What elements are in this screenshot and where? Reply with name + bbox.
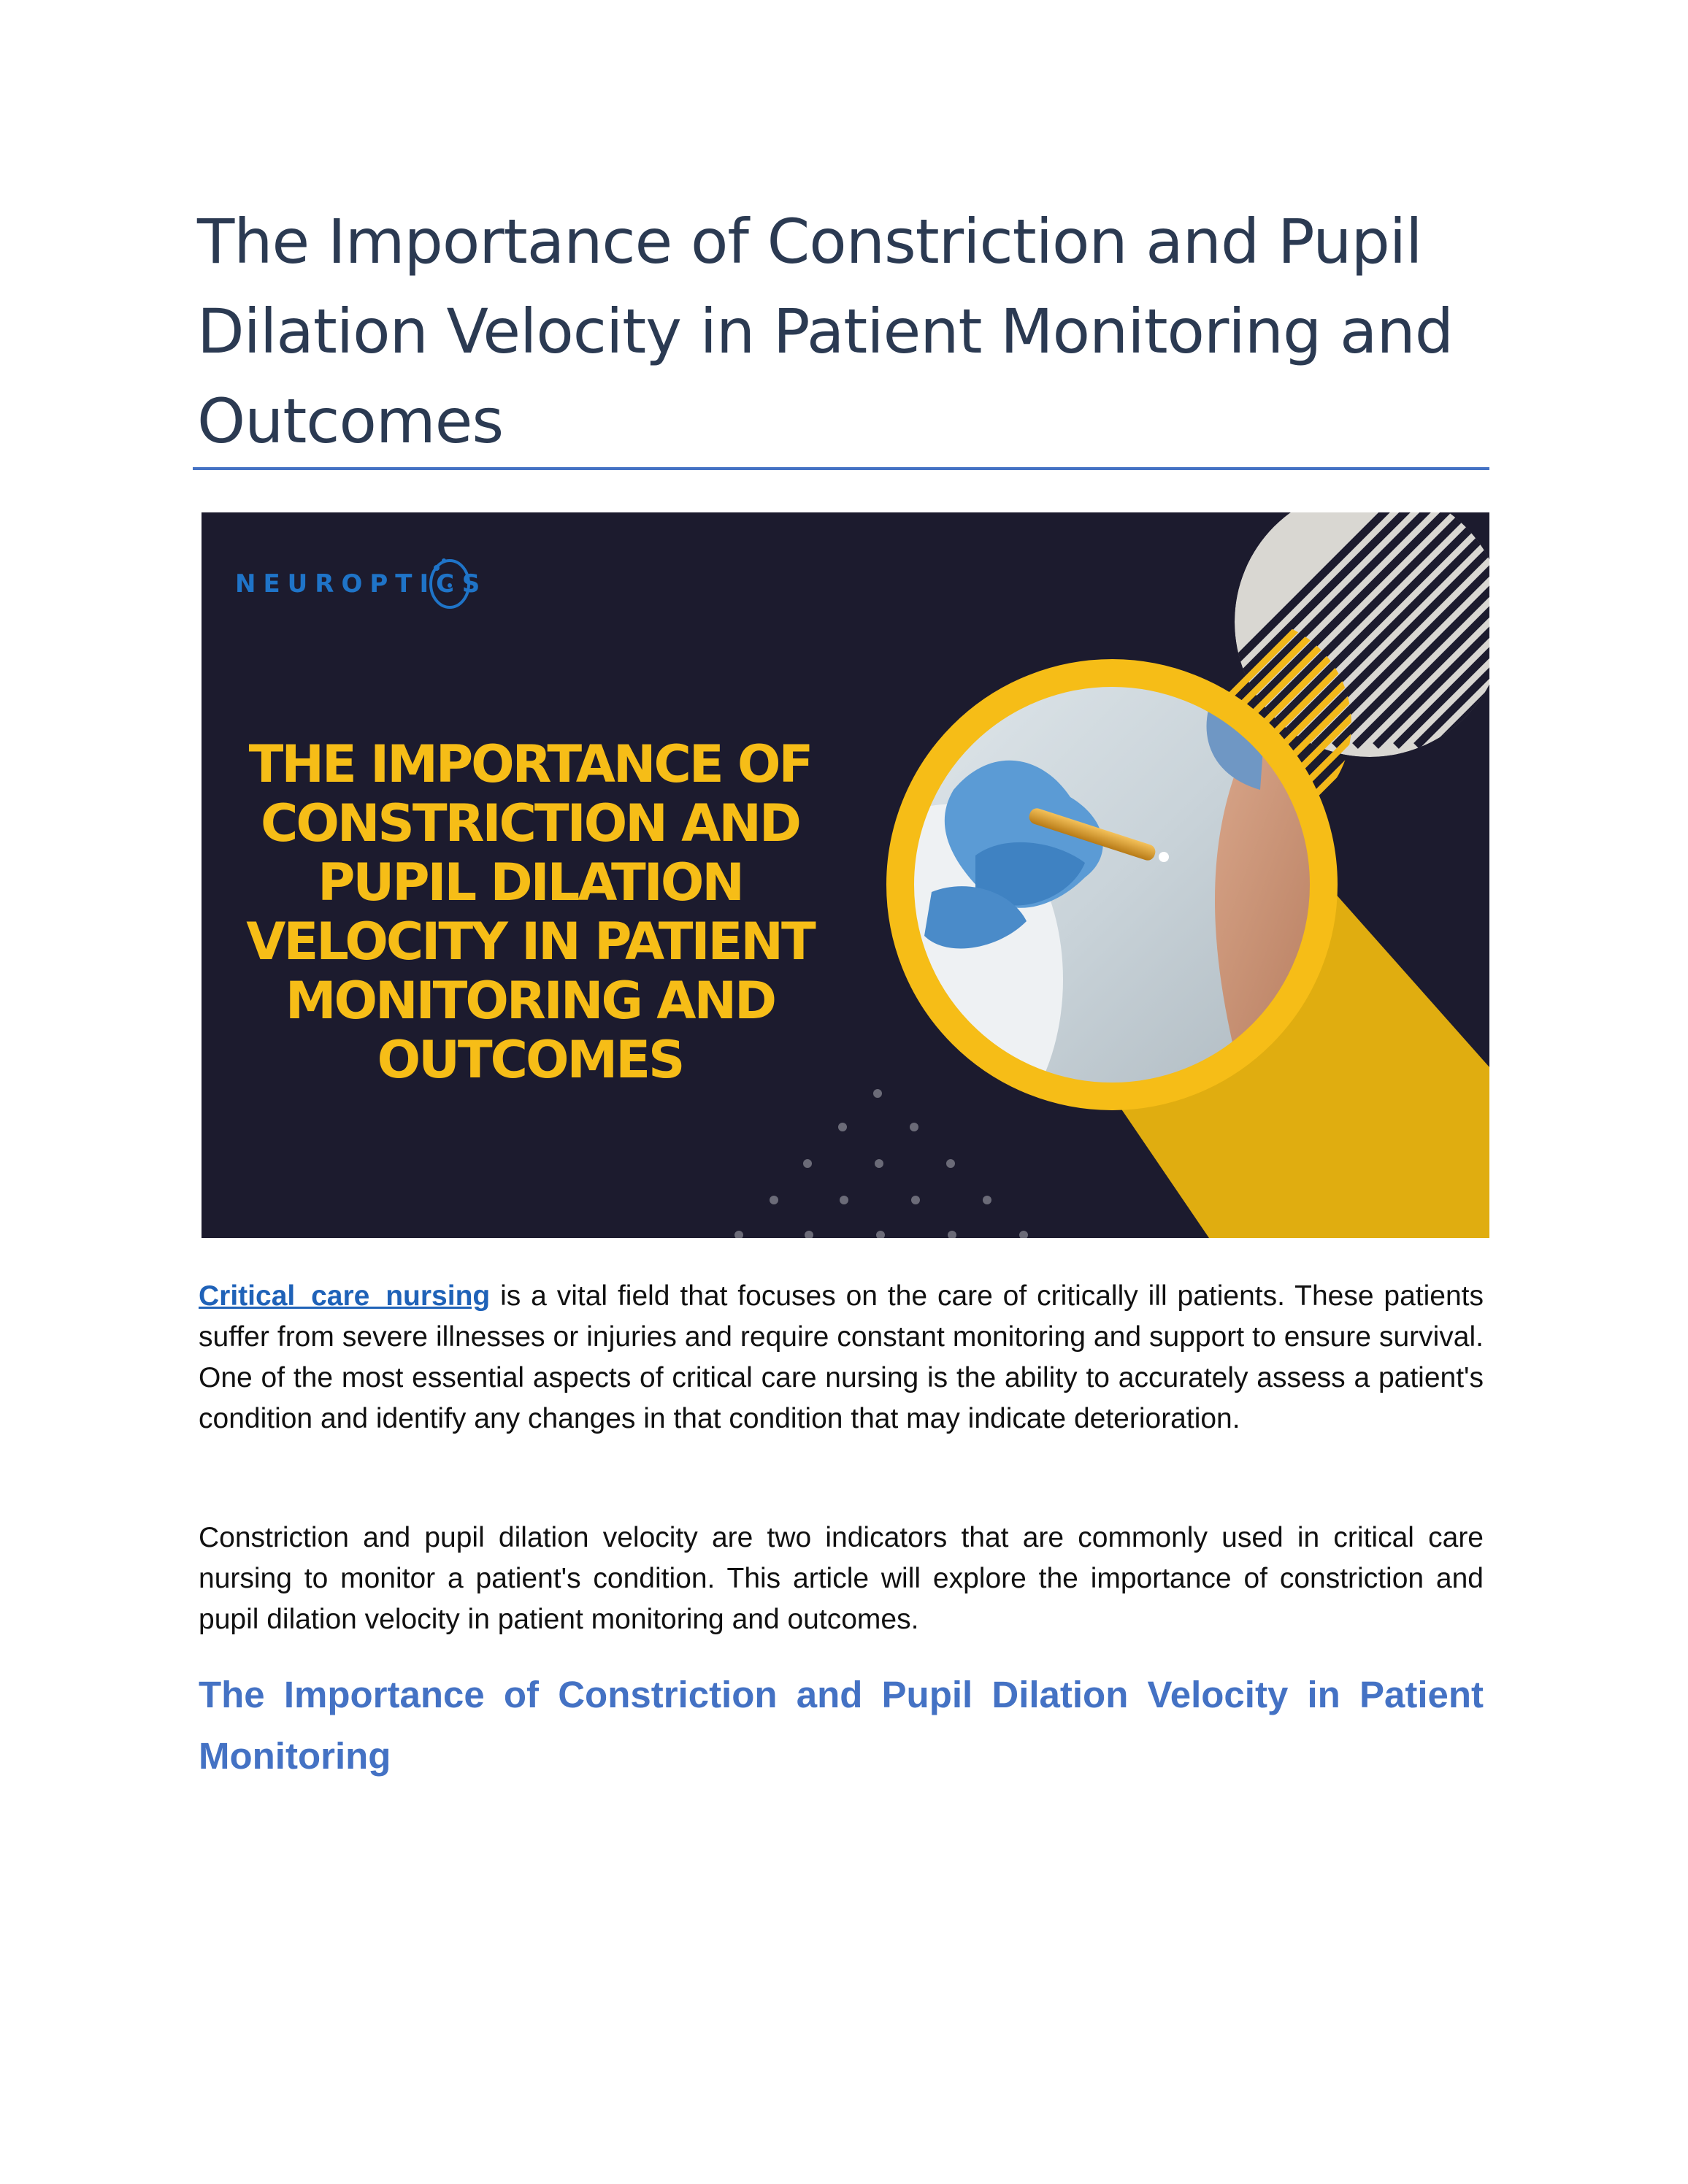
- title-underline: [193, 467, 1489, 470]
- intro-paragraph: [199, 1276, 1484, 1439]
- critical-care-nursing-link[interactable]: Critical care nursing: [199, 1280, 491, 1312]
- second-paragraph: Constriction and pupil dilation velocity are two indicators that are commonly used in critical care nursing to monitor a patient's condition. This article will explore the importance of constriction and pupil dilation velocity in patient monitoring and outcomes.: [199, 1522, 1484, 1635]
- section-heading: The Importance of Constriction and Pupil Dilation Velocity in Patient Monitoring: [199, 1674, 1484, 1777]
- article-banner-image: [202, 512, 1489, 1238]
- dot-pattern: [734, 1089, 1028, 1238]
- neuroptics-logo: NEUROPTICS: [235, 569, 488, 599]
- banner-heading: THE IMPORTANCE OF CONSTRICTION AND PUPIL DILATION VELOCITY IN PATIENT MONITORING AND OUTCOMES: [246, 734, 814, 1090]
- page-title: The Importance of Constriction and Pupil Dilation Velocity in Patient Monitoring and Outcomes: [197, 206, 1454, 457]
- intro-paragraph-text: is a vital field that focuses on the care of critically ill patients. These patients suffer from severe illnesses or injuries and require constant monitoring and support to ensure survival. One of the most essential aspects of critical care nursing is the ability to accurately assess a patient's condition and identify any changes in that condition that may indicate deterioration.: [199, 1280, 1484, 1434]
